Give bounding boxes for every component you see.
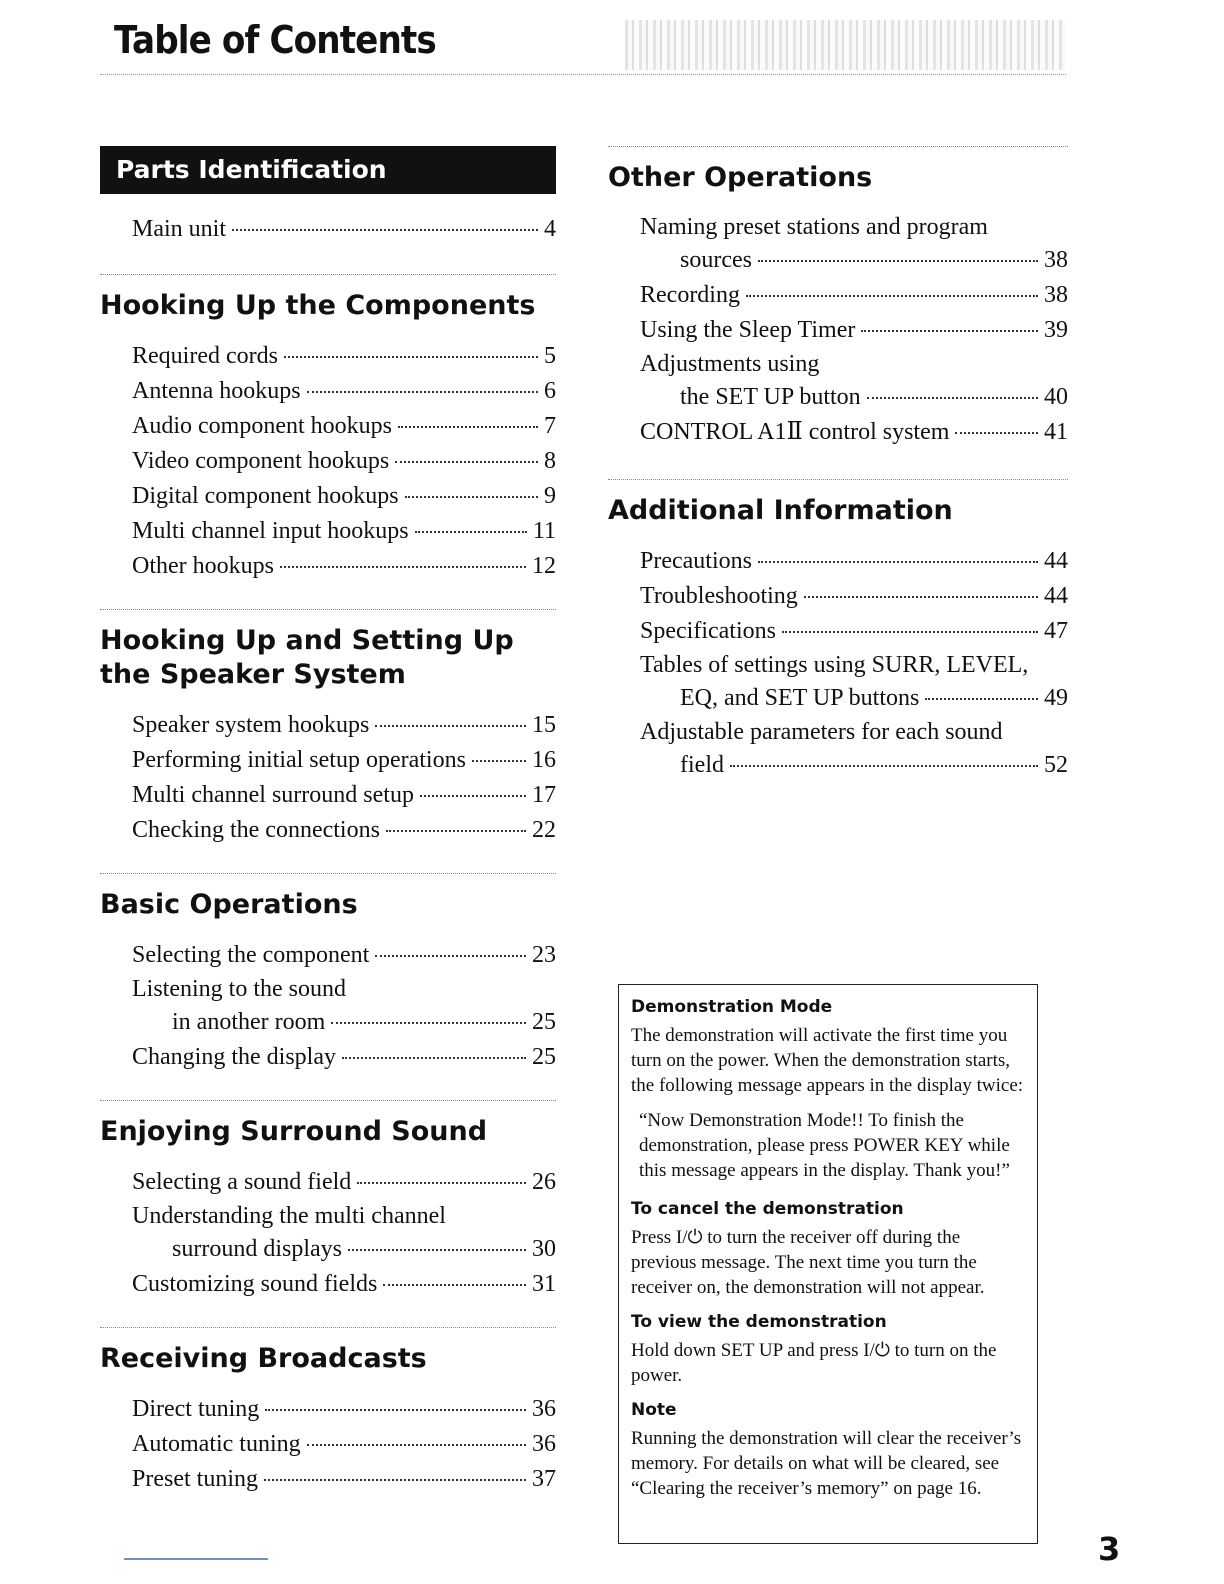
toc-entry-label: Selecting the component: [132, 942, 370, 968]
toc-entry-line: [132, 212, 556, 246]
toc-section: [100, 1100, 556, 1301]
toc-entry-label: Digital component hookups: [132, 483, 399, 509]
section-title: Hooking Up the Components: [100, 290, 536, 321]
section-divider: [100, 873, 556, 874]
toc-entry: [640, 544, 1068, 578]
toc-entry-line: [132, 1232, 556, 1266]
section-title: Other Operations: [608, 162, 873, 193]
toc-entry: [132, 409, 556, 443]
toc-entry-page: 26: [532, 1169, 556, 1195]
toc-entry-line: [132, 743, 556, 777]
toc-entry-label: Selecting a sound field: [132, 1169, 352, 1195]
toc-section: [100, 1327, 556, 1496]
toc-entry-page: 49: [1044, 685, 1068, 711]
demo-view-heading: To view the demonstration: [631, 1312, 887, 1332]
toc-entry-page: 23: [532, 942, 556, 968]
section-title: Basic Operations: [100, 889, 358, 920]
toc-entry-line: [132, 708, 556, 742]
demonstration-mode-box: [618, 984, 1038, 1544]
toc-entry: [132, 514, 556, 548]
toc-entry-label: the SET UP button: [680, 384, 861, 410]
dot-leader: [307, 391, 538, 393]
toc-entry-line: [132, 1392, 556, 1426]
dot-leader: [955, 432, 1038, 434]
toc-entry: [640, 415, 1068, 449]
toc-entry-label: CONTROL A1Ⅱ control system: [640, 419, 950, 445]
dot-leader: [925, 698, 1038, 700]
toc-entry-label: Automatic tuning: [132, 1431, 301, 1457]
dot-leader: [758, 260, 1038, 262]
toc-entry: [640, 278, 1068, 312]
toc-entry-label: Required cords: [132, 343, 278, 369]
toc-entry-page: 9: [544, 483, 556, 509]
toc-entry-label: Other hookups: [132, 553, 274, 579]
toc-entry: [640, 579, 1068, 613]
toc-entry-page: 44: [1044, 583, 1068, 609]
dot-leader: [861, 330, 1038, 332]
toc-entry: [132, 938, 556, 972]
toc-entry-page: 22: [532, 817, 556, 843]
section-divider: [608, 479, 1068, 480]
dot-leader: [730, 765, 1038, 767]
toc-entry: [640, 716, 1068, 782]
dot-leader: [415, 531, 527, 533]
toc-section: [100, 274, 556, 583]
toc-entry-page: 41: [1044, 419, 1068, 445]
toc-entry-page: 7: [544, 413, 556, 439]
toc-entry-line: [132, 1267, 556, 1301]
toc-entry: [132, 1267, 556, 1301]
toc-entry-line: [640, 681, 1068, 715]
toc-entry-line: [132, 514, 556, 548]
demo-intro: The demonstration will activate the first time you turn on the power. When the demonstration starts, the following message appears in the display twice:: [631, 1025, 1024, 1096]
toc-entry-page: 37: [532, 1466, 556, 1492]
dot-leader: [746, 295, 1038, 297]
toc-entry: [132, 1392, 556, 1426]
toc-entry-line: [640, 579, 1068, 613]
page-title: Table of Contents: [114, 18, 436, 62]
dot-leader: [284, 356, 538, 358]
toc-entry-label: Direct tuning: [132, 1396, 260, 1422]
toc-entry-page: 40: [1044, 384, 1068, 410]
toc-entry-page: 36: [532, 1431, 556, 1457]
toc-entry: [132, 743, 556, 777]
toc-entry-page: 16: [532, 747, 556, 773]
toc-entry-page: 11: [532, 518, 556, 544]
toc-entry: [132, 1462, 556, 1496]
toc-entry-page: 47: [1044, 618, 1068, 644]
toc-entry-page: 6: [544, 378, 556, 404]
toc-entry-page: 5: [544, 343, 556, 369]
demo-heading: Demonstration Mode: [631, 997, 833, 1017]
demo-view-text: Hold down SET UP and press I/⏻ to turn on the power.: [631, 1340, 997, 1386]
toc-entry-label: Audio component hookups: [132, 413, 392, 439]
dot-leader: [375, 955, 526, 957]
toc-entry-label: Video component hookups: [132, 448, 390, 474]
dot-leader: [398, 426, 538, 428]
toc-entry: [640, 649, 1068, 715]
dot-leader: [307, 1444, 526, 1446]
dot-leader: [867, 397, 1038, 399]
toc-entry-page: 38: [1044, 282, 1068, 308]
toc-entry-line: [132, 479, 556, 513]
toc-entry-line1: Adjustable parameters for each sound: [640, 719, 1003, 745]
dot-leader: [386, 830, 526, 832]
toc-entry-line: [132, 374, 556, 408]
toc-entry-page: 30: [532, 1236, 556, 1262]
footer-rule: [124, 1558, 268, 1560]
toc-entry-line: [640, 544, 1068, 578]
section-title: Additional Information: [608, 495, 953, 526]
toc-entry-label: Recording: [640, 282, 740, 308]
toc-entry: [132, 479, 556, 513]
dot-leader: [375, 725, 526, 727]
toc-entry: [132, 973, 556, 1039]
header-decoration: [625, 20, 1065, 70]
toc-entry-line: [640, 313, 1068, 347]
toc-entries: [608, 211, 1068, 449]
demo-quote: “Now Demonstration Mode!! To finish the demonstration, please press POWER KEY while this message appears in the display. Thank you!”: [639, 1110, 1010, 1181]
toc-entry: [132, 708, 556, 742]
toc-entry-line: [132, 549, 556, 583]
demo-note-text: Running the demonstration will clear the receiver’s memory. For details on what will be cleared, see “Clearing the receiver’s memory” on page 16.: [631, 1428, 1022, 1499]
toc-entry-label: Precautions: [640, 548, 752, 574]
dot-leader: [472, 760, 526, 762]
toc-entry: [132, 444, 556, 478]
toc-entry: [132, 374, 556, 408]
toc-entry-label: Troubleshooting: [640, 583, 798, 609]
toc-entry-line: [132, 409, 556, 443]
toc-section: [100, 609, 556, 847]
toc-entry-line: [132, 444, 556, 478]
toc-entry-line: [132, 339, 556, 373]
toc-entry-line: [132, 1040, 556, 1074]
toc-entry-line: [640, 748, 1068, 782]
toc-entry: [640, 348, 1068, 414]
toc-entry-page: 44: [1044, 548, 1068, 574]
toc-entry-line: [132, 1462, 556, 1496]
toc-entry-line1: Adjustments using: [640, 351, 820, 377]
toc-entry-label: Customizing sound fields: [132, 1271, 378, 1297]
toc-entry-line1: Listening to the sound: [132, 976, 346, 1002]
dot-leader: [342, 1057, 526, 1059]
toc-entry-page: 4: [544, 216, 556, 242]
title-divider: [100, 74, 1066, 75]
toc-entry-page: 25: [532, 1044, 556, 1070]
dot-leader: [420, 795, 526, 797]
toc-entry: [132, 549, 556, 583]
dot-leader: [264, 1479, 526, 1481]
toc-entry-line: [640, 278, 1068, 312]
toc-entry-label: Specifications: [640, 618, 776, 644]
toc-entry-page: 31: [532, 1271, 556, 1297]
toc-entry-line1: Tables of settings using SURR, LEVEL,: [640, 652, 1029, 678]
toc-entry: [640, 313, 1068, 347]
toc-entry-label: sources: [680, 247, 752, 273]
toc-entry-label: Changing the display: [132, 1044, 336, 1070]
toc-entry-page: 38: [1044, 247, 1068, 273]
dot-leader: [395, 461, 538, 463]
toc-entry: [132, 1427, 556, 1461]
toc-entry-line: [132, 778, 556, 812]
toc-entry-page: 25: [532, 1009, 556, 1035]
toc-entry: [132, 339, 556, 373]
toc-entries: [100, 1165, 556, 1301]
toc-entry-page: 8: [544, 448, 556, 474]
toc-entry-line: [132, 1005, 556, 1039]
section-divider: [608, 146, 1068, 147]
toc-entry-page: 36: [532, 1396, 556, 1422]
toc-entry-line: [132, 1165, 556, 1199]
toc-entry: [132, 212, 556, 246]
toc-entry-label: Performing initial setup operations: [132, 747, 466, 773]
toc-entry-line: [640, 243, 1068, 277]
dot-leader: [758, 561, 1038, 563]
toc-entry-page: 39: [1044, 317, 1068, 343]
toc-right-column: [608, 146, 1068, 783]
toc-entry-page: 15: [532, 712, 556, 738]
dot-leader: [782, 631, 1038, 633]
toc-entries: [100, 708, 556, 847]
toc-entries: [100, 339, 556, 583]
toc-entry-label: Preset tuning: [132, 1466, 258, 1492]
toc-entry: [132, 1200, 556, 1266]
toc-entry-line: [640, 380, 1068, 414]
demo-cancel-heading: To cancel the demonstration: [631, 1199, 904, 1219]
toc-section: [100, 873, 556, 1074]
toc-entry: [640, 614, 1068, 648]
toc-entries: [100, 938, 556, 1074]
toc-entry-label: field: [680, 752, 724, 778]
toc-entry-label: in another room: [172, 1009, 326, 1035]
dot-leader: [383, 1284, 526, 1286]
toc-entry-label: Main unit: [132, 216, 226, 242]
toc-entry-line: [640, 415, 1068, 449]
section-title: Parts Identification: [100, 146, 556, 194]
section-title: Receiving Broadcasts: [100, 1343, 427, 1374]
toc-section: [608, 479, 1068, 782]
toc-entry-label: Speaker system hookups: [132, 712, 370, 738]
toc-entry: [132, 1040, 556, 1074]
toc-entry-label: surround displays: [172, 1236, 342, 1262]
toc-entry-line1: Naming preset stations and program: [640, 214, 988, 240]
toc-entry-line1: Understanding the multi channel: [132, 1203, 446, 1229]
toc-entry-label: Multi channel input hookups: [132, 518, 409, 544]
toc-entry-label: Checking the connections: [132, 817, 380, 843]
toc-entry: [132, 778, 556, 812]
dot-leader: [331, 1022, 526, 1024]
toc-section: [608, 146, 1068, 449]
toc-entry-label: Antenna hookups: [132, 378, 301, 404]
toc-entry: [132, 813, 556, 847]
dot-leader: [405, 496, 538, 498]
section-divider: [100, 1100, 556, 1101]
toc-entry-label: EQ, and SET UP buttons: [680, 685, 920, 711]
toc-left-column: [100, 146, 556, 1497]
toc-entries: [100, 212, 556, 246]
dot-leader: [804, 596, 1038, 598]
toc-entry-page: 52: [1044, 752, 1068, 778]
section-title: Hooking Up and Setting Up the Speaker System: [100, 625, 514, 690]
page-number: 3: [1098, 1530, 1121, 1568]
dot-leader: [348, 1249, 526, 1251]
toc-entry-line: [132, 1427, 556, 1461]
toc-entry: [132, 1165, 556, 1199]
toc-entry-line: [640, 614, 1068, 648]
dot-leader: [232, 229, 538, 231]
toc-section: [100, 146, 556, 246]
toc-entry-line: [132, 813, 556, 847]
section-divider: [100, 609, 556, 610]
dot-leader: [357, 1182, 526, 1184]
section-title: Enjoying Surround Sound: [100, 1116, 488, 1147]
toc-entries: [608, 544, 1068, 782]
toc-entry-label: Multi channel surround setup: [132, 782, 414, 808]
dot-leader: [265, 1409, 526, 1411]
toc-entries: [100, 1392, 556, 1496]
section-divider: [100, 1327, 556, 1328]
toc-entry-page: 17: [532, 782, 556, 808]
demo-cancel-text: Press I/⏻ to turn the receiver off during the previous message. The next time you turn the receiver on, the demonstration will not appear.: [631, 1227, 985, 1298]
toc-entry: [640, 211, 1068, 277]
section-divider: [100, 274, 556, 275]
demo-note-heading: Note: [631, 1400, 677, 1420]
toc-entry-page: 12: [532, 553, 556, 579]
toc-entry-line: [132, 938, 556, 972]
dot-leader: [280, 566, 526, 568]
toc-entry-label: Using the Sleep Timer: [640, 317, 856, 343]
